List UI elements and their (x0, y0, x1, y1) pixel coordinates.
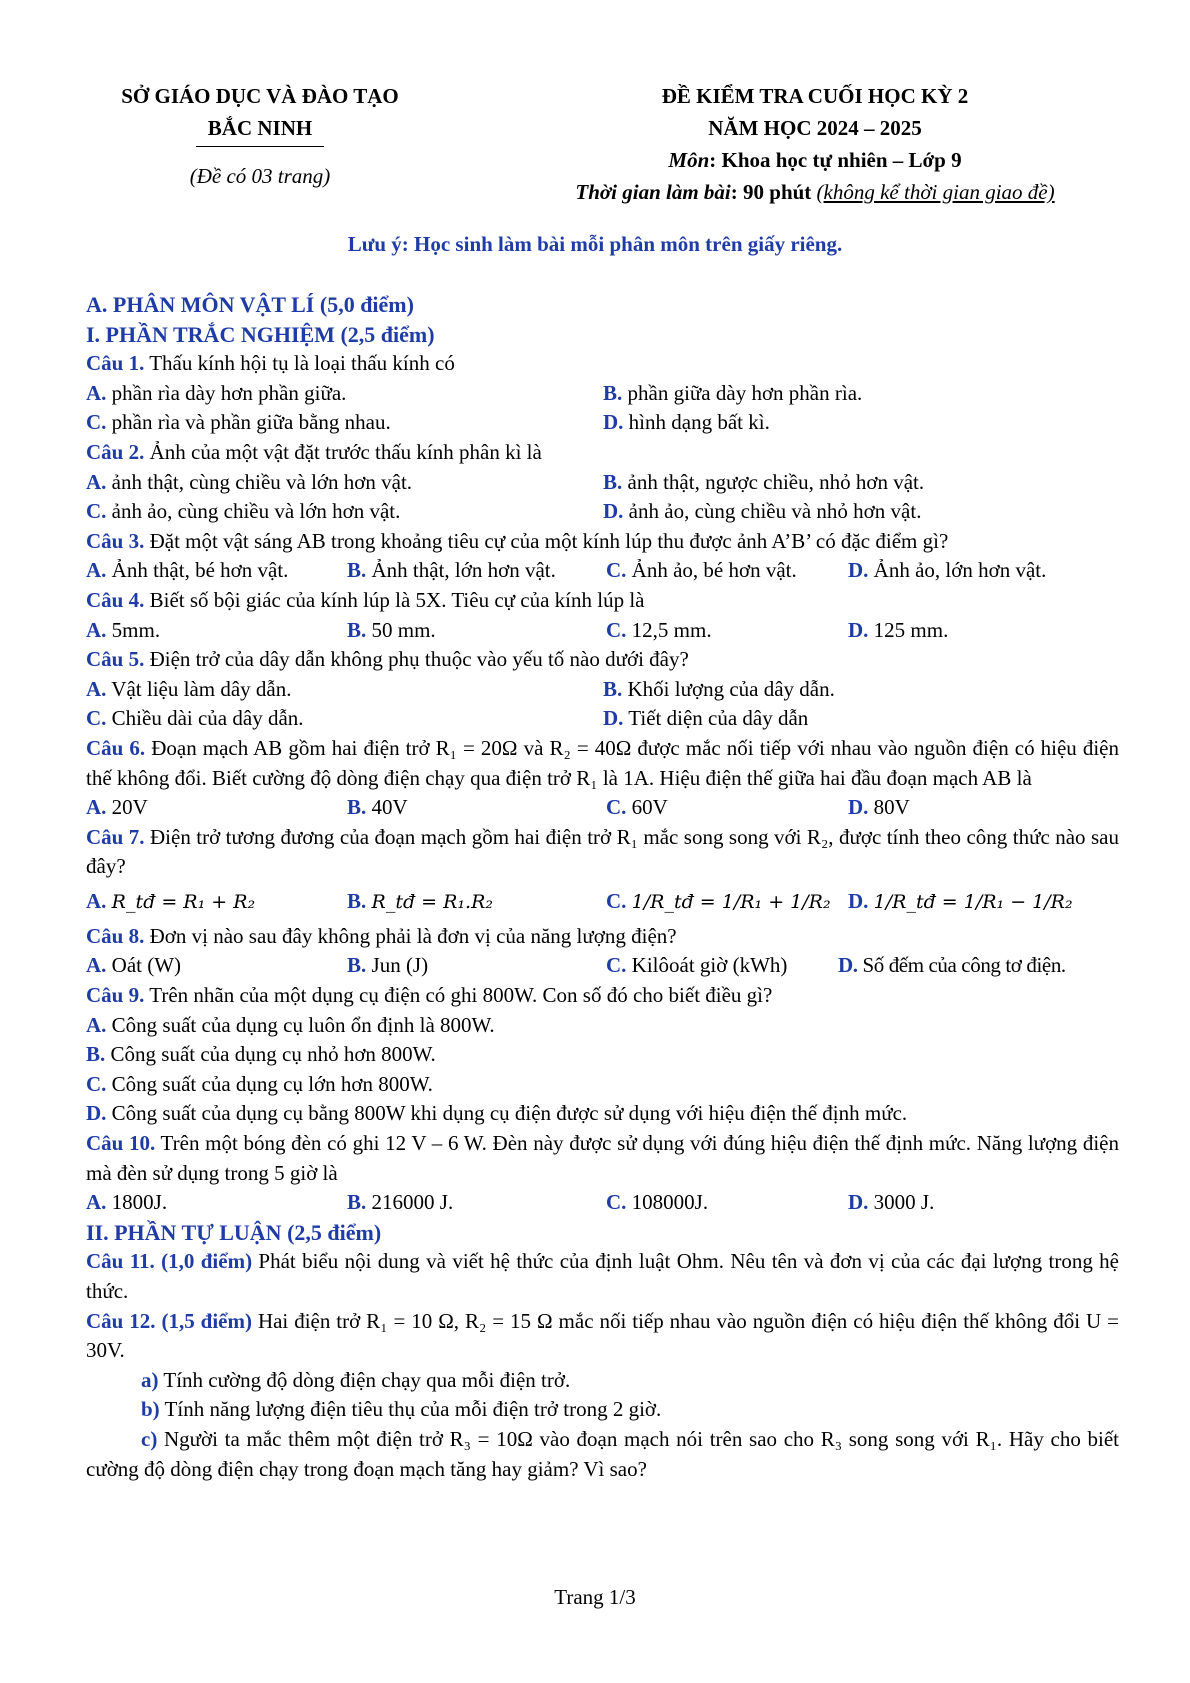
question-12: Câu 12. (1,5 điểm) Hai điện trở R₁ = 10 Ω, R₂ = 15 Ω mắc nối tiếp nhau vào nguồn điện có hiệu điện thế không đổi U = 30V. (86, 1308, 1119, 1363)
page-count-note: (Đề có 03 trang) (189, 164, 331, 188)
question-1: Câu 1. Thấu kính hội tụ là loại thấu kính có (86, 351, 455, 376)
province-name: BẮC NINH (196, 112, 324, 147)
question-5: Câu 5. Điện trở của dây dẫn không phụ thuộc vào yếu tố nào dưới đây? (86, 647, 689, 672)
formula-c: 1/R_tđ = 1/R₁ + 1/R₂ (631, 890, 831, 913)
question-12a: a) Tính cường độ dòng điện chạy qua mỗi điện trở. (141, 1367, 571, 1392)
formula-d: 1/R_tđ = 1/R₁ − 1/R₂ (873, 890, 1073, 913)
question-7: Câu 7. Điện trở tương đương của đoạn mạch gồm hai điện trở R₁ mắc song song với R₂, được tính theo công thức nào sau đây? (86, 824, 1119, 879)
header-right (475, 80, 1155, 208)
exam-body: A. PHÂN MÔN VẬT LÍ (5,0 điểm) I. PHẦN TRẮC NGHIỆM (2,5 điểm) Câu 1. Thấu kính hội tụ là loại thấu kính có A. phần rìa dày hơn phần giữa. B. phần giữa dày hơn phần rìa. C. phần rìa và phần giữa bằng nhau. D. hình dạng bất kì. Câu 2. Ảnh của một vật đặt trước thấu kính phân kì là A. ảnh thật, cùng chiều và lớn hơn vật. B. ảnh thật, ngược chiều, nhỏ hơn vật. C. ảnh ảo, cùng chiều và lớn hơn vật. D. ảnh ảo, cùng chiều và nhỏ hơn vật. Câu 3. Đặt một vật sáng AB trong khoảng tiêu cự của một kính lúp thu được ảnh A’B’ có đặc điểm gì? A. Ảnh thật, bé hơn vật. B. Ảnh thật, lớn hơn vật. C. Ảnh ảo, bé hơn vật. D. Ảnh ảo, lớn hơn vật. Câu 4. Biết số bội giác của kính lúp là 5X. Tiêu cự của kính lúp là A. 5mm. B. 50 mm. C. 12,5 mm. D. 125 mm. Câu 5. Điện trở của dây dẫn không phụ thuộc vào yếu tố nào dưới đây? A. Vật liệu làm dây dẫn. B. Khối lượng của dây dẫn. C. Chiều dài của dây dẫn. D. Tiết diện của dây dẫn Câu 6. Đoạn mạch AB gồm hai điện trở R₁ = 20Ω và R₂ = 40Ω được mắc nối tiếp với nhau vào nguồn điện có hiệu điện thế không đổi. Biết cường độ dòng điện chạy qua điện trở R₁ là 1A. Hiệu điện thế giữa hai đầu đoạn mạch AB là A. 20V B. 40V C. 60V D. 80V Câu 7. Điện trở tương đương của đoạn mạch gồm hai điện trở R₁ mắc song song với R₂, được tính theo công thức nào sau đây? A. R_tđ = R₁ + R₂ B. R_tđ = R₁.R₂ C. 1/R_tđ = 1/R₁ + 1/R₂ D. 1/R_tđ = 1/R₁ − 1/R₂ Câu 8. Đơn vị nào sau đây không phải là đơn vị của năng lượng điện? A. Oát (W) B. Jun (J) C. Kilôoát giờ (kWh) D. Số đếm của công tơ điện. Câu 9. Trên nhãn của một dụng cụ điện có ghi 800W. Con số đó cho biết điều gì? A. Công suất của dụng cụ luôn ổn định là 800W. B. Công suất của dụng cụ nhỏ hơn 800W. C. Công suất của dụng cụ lớn hơn 800W. D. Công suất của dụng cụ bằng 800W khi dụng cụ điện được sử dụng với hiệu điện thế định mức. Câu 10. Trên một bóng đèn có ghi 12 V – 6 W. Đèn này được sử dụng với đúng hiệu điện thế định mức. Năng lượng điện mà đèn sử dụng trong 5 giờ là A. 1800J. B. 216000 J. C. 108000J. D. 3000 J. II. PHẦN TỰ LUẬN (2,5 điểm) Câu 11. (1,0 điểm) Phát biểu nội dung và viết hệ thức của định luật Ohm. Nêu tên và đơn vị của các đại lượng trong hệ thức. Câu 12. (1,5 điểm) Hai điện trở R₁ = 10 Ω, R₂ = 15 Ω mắc nối tiếp nhau vào nguồn điện có hiệu điện thế không đổi U = 30V. a) Tính cường độ dòng điện chạy qua mỗi điện trở. b) Tính năng lượng điện tiêu thụ của mỗi điện trở trong 2 giờ. c) Người ta mắc thêm một điện trở R₃ = 10Ω vào đoạn mạch nói trên sao cho R₃ song song với R₁. Hãy cho biết cường độ dòng điện chạy trong đoạn mạch tăng hay giảm? Vì sao? (86, 290, 1119, 1484)
question-9: Câu 9. Trên nhãn của một dụng cụ điện có ghi 800W. Con số đó cho biết điều gì? (86, 983, 773, 1008)
school-year: NĂM HỌC 2024 – 2025 (708, 116, 922, 140)
subject-line: Môn: Khoa học tự nhiên – Lớp 9 (668, 148, 962, 172)
header-left (80, 80, 440, 147)
question-2: Câu 2. Ảnh của một vật đặt trước thấu kính phân kì là (86, 439, 542, 464)
question-12c: c) Người ta mắc thêm một điện trở R₃ = 10Ω vào đoạn mạch nói trên sao cho R₃ song song với R₁. Hãy cho biết cường độ dòng điện chạy trong đoạn mạch tăng hay giảm? Vì sao? (86, 1426, 1119, 1481)
section-a-title: A. PHÂN MÔN VẬT LÍ (5,0 điểm) (86, 292, 414, 317)
question-6: Câu 6. Đoạn mạch AB gồm hai điện trở R₁ = 20Ω và R₂ = 40Ω được mắc nối tiếp với nhau vào nguồn điện có hiệu điện thế không đổi. Biết cường độ dòng điện chạy qua điện trở R₁ là 1A. Hiệu điện thế giữa hai đầu đoạn mạch AB là (86, 735, 1119, 790)
question-8: Câu 8. Đơn vị nào sau đây không phải là đơn vị của năng lượng điện? (86, 923, 677, 948)
department-name: SỞ GIÁO DỤC VÀ ĐÀO TẠO (121, 84, 399, 108)
q7-options: A. R_tđ = R₁ + R₂ B. R_tđ = R₁.R₂ C. 1/R_tđ = 1/R₁ + 1/R₂ D. 1/R_tđ = 1/R₁ − 1/R₂ (86, 888, 1073, 913)
question-11: Câu 11. (1,0 điểm) Phát biểu nội dung và viết hệ thức của định luật Ohm. Nêu tên và đơn vị của các đại lượng trong hệ thức. (86, 1249, 1120, 1303)
time-line: Thời gian làm bài: 90 phút (không kể thời gian giao đề) (575, 180, 1055, 204)
instruction-note: Lưu ý: Học sinh làm bài mỗi phân môn trên giấy riêng. (347, 232, 843, 256)
exam-title: ĐỀ KIỂM TRA CUỐI HỌC KỲ 2 (661, 84, 969, 108)
question-4: Câu 4. Biết số bội giác của kính lúp là 5X. Tiêu cự của kính lúp là (86, 587, 645, 612)
formula-b: R_tđ = R₁.R₂ (371, 890, 494, 913)
question-3: Câu 3. Đặt một vật sáng AB trong khoảng tiêu cự của một kính lúp thu được ảnh A’B’ có đặc điểm gì? (86, 528, 949, 553)
part2-title: II. PHẦN TỰ LUẬN (2,5 điểm) (86, 1219, 382, 1245)
formula-a: R_tđ = R₁ + R₂ (111, 890, 256, 913)
question-12b: b) Tính năng lượng điện tiêu thụ của mỗi điện trở trong 2 giờ. (141, 1397, 662, 1422)
page-footer: Trang 1/3 (554, 1585, 636, 1609)
q1-options: A. phần rìa dày hơn phần giữa. B. phần giữa dày hơn phần rìa. (86, 380, 863, 405)
question-10: Câu 10. Trên một bóng đèn có ghi 12 V – 6 W. Đèn này được sử dụng với đúng hiệu điện thế định mức. Năng lượng điện mà đèn sử dụng trong 5 giờ là (86, 1131, 1119, 1185)
part1-title: I. PHẦN TRẮC NGHIỆM (2,5 điểm) (86, 321, 435, 347)
